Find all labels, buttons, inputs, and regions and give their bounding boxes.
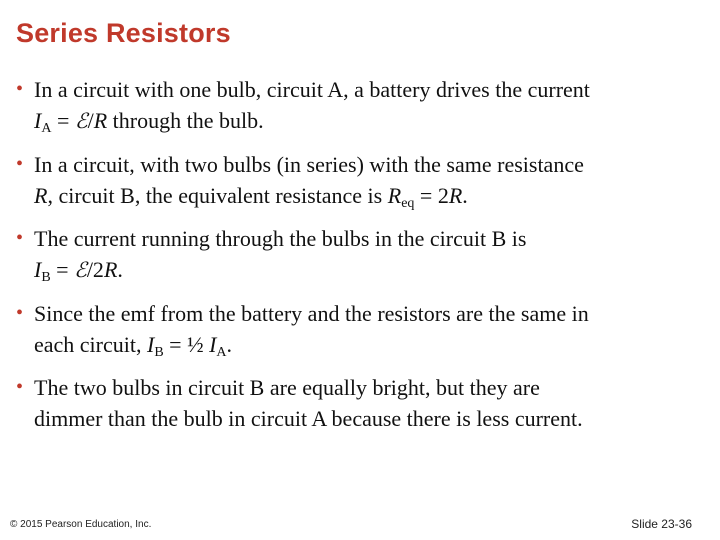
bullet-tail: . xyxy=(226,332,233,357)
variable-i: I xyxy=(34,257,42,282)
slide-number: Slide 23-36 xyxy=(631,517,692,531)
variable-r: R xyxy=(93,108,108,133)
bullet-text: dimmer than the bulb in circuit A because there is less current. xyxy=(34,406,583,431)
copyright-footer: © 2015 Pearson Education, Inc. xyxy=(10,519,152,530)
bullet-item xyxy=(16,149,706,211)
bullet-text: The two bulbs in circuit B are equally bright, but they are xyxy=(34,375,540,400)
equals-text: = xyxy=(50,257,75,282)
equals-text: = xyxy=(51,108,75,133)
bullet-text-mid: , circuit B, the equivalent resistance is xyxy=(47,183,388,208)
bullet-marker: • xyxy=(16,153,24,175)
bullet-item xyxy=(16,74,706,137)
bullet-item xyxy=(16,298,706,360)
variable-r: R xyxy=(387,183,402,208)
bullet-marker: • xyxy=(16,302,24,324)
bullet-text: Since the emf from the battery and the resistors are the same in xyxy=(34,301,589,326)
variable-r: R xyxy=(448,183,463,208)
bullet-tail: through the bulb. xyxy=(107,108,264,133)
variable-i: I xyxy=(147,332,155,357)
bullet-text: each circuit, xyxy=(34,332,147,357)
subscript-b: B xyxy=(154,345,164,360)
subscript-a: A xyxy=(216,345,227,360)
bullet-text: In a circuit, with two bulbs (in series) with the same resistance xyxy=(34,152,584,177)
equals-text: = 2 xyxy=(414,183,449,208)
bullet-marker: • xyxy=(16,78,24,100)
variable-i: I xyxy=(209,332,217,357)
subscript-eq: eq xyxy=(401,196,415,211)
bullet-marker: • xyxy=(16,227,24,249)
variable-r: R xyxy=(34,183,48,208)
variable-i: I xyxy=(34,108,42,133)
bullet-item xyxy=(16,223,706,286)
bullet-list xyxy=(16,74,706,446)
subscript-b: B xyxy=(41,270,51,285)
bullet-text: The current running through the bulbs in the circuit B is xyxy=(34,226,527,251)
bullet-tail: . xyxy=(462,183,468,208)
bullet-item xyxy=(16,372,706,434)
variable-r: R xyxy=(103,257,118,282)
subscript-a: A xyxy=(41,121,52,136)
equals-text: = ½ xyxy=(163,332,210,357)
bullet-marker: • xyxy=(16,376,24,398)
emf-symbol: ℰ xyxy=(74,109,88,133)
divide-text: /2 xyxy=(86,257,104,282)
bullet-text: In a circuit with one bulb, circuit A, a battery drives the current xyxy=(34,77,590,102)
bullet-tail: . xyxy=(117,257,123,282)
emf-symbol: ℰ xyxy=(74,258,87,282)
slide-title: Series Resistors xyxy=(16,18,231,48)
divide-text: / xyxy=(87,108,94,133)
